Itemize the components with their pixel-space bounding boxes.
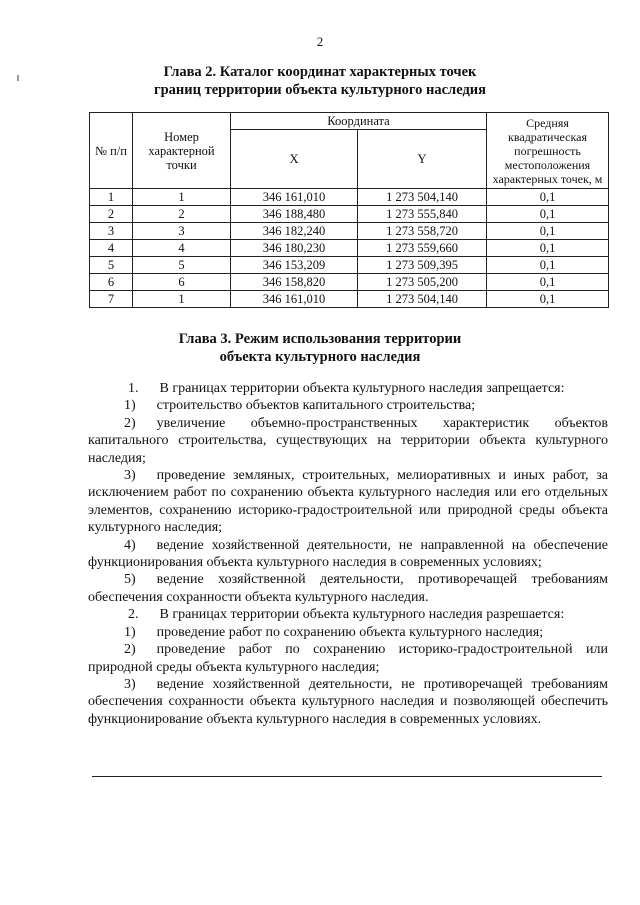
cell-error: 0,1 (487, 257, 609, 274)
table-row (90, 274, 609, 291)
paragraph-item: 1) проведение работ по сохранению объекта культурного наследия; (124, 624, 544, 640)
regime-text (88, 380, 608, 728)
cell-point: 1 (133, 189, 231, 206)
cell-error: 0,1 (487, 206, 609, 223)
cell-num: 2 (90, 206, 133, 223)
cell-point: 4 (133, 240, 231, 257)
footer-rule (92, 776, 602, 777)
cell-x: 346 161,010 (231, 189, 358, 206)
header-point: Номер характерной точки (133, 113, 231, 189)
paragraph-item: 1) строительство объектов капитального строительства; (124, 398, 476, 414)
cell-error: 0,1 (487, 189, 609, 206)
header-y: Y (358, 130, 487, 189)
paragraph-prohibited-intro: 1. В границах территории объекта культурного наследия запрещается: (128, 381, 565, 396)
cell-point: 1 (133, 291, 231, 308)
table-row (90, 240, 609, 257)
chapter-3-title-line-2: объекта культурного наследия (219, 349, 421, 365)
cell-x: 346 182,240 (231, 223, 358, 240)
cell-num: 7 (90, 291, 133, 308)
paragraph-item: 3) ведение хозяйственной деятельности, не противоречащей требованиям обеспечения сохранности объекта культурного наследия и позволяющей обеспечить функционирование объекта культурного наследия в современных условиях. (88, 676, 608, 727)
chapter-2-title (0, 63, 640, 99)
cell-y: 1 273 559,660 (358, 240, 487, 257)
chapter-2-title-line-2: границ территории объекта культурного наследия (154, 82, 486, 98)
cell-num: 3 (90, 223, 133, 240)
cell-point: 5 (133, 257, 231, 274)
cell-error: 0,1 (487, 291, 609, 308)
cell-y: 1 273 504,140 (358, 189, 487, 206)
cell-y: 1 273 505,200 (358, 274, 487, 291)
table-row (90, 291, 609, 308)
cell-point: 6 (133, 274, 231, 291)
table-row (90, 257, 609, 274)
paragraph-item: 4) ведение хозяйственной деятельности, не направленной на обеспечение функционирования объекта культурного наследия в современных условиях; (88, 537, 608, 571)
cell-x: 346 153,209 (231, 257, 358, 274)
page-number: 2 (316, 34, 324, 49)
cell-point: 3 (133, 223, 231, 240)
cell-point: 2 (133, 206, 231, 223)
header-x: X (231, 130, 358, 189)
cell-y: 1 273 558,720 (358, 223, 487, 240)
table-row (90, 189, 609, 206)
cell-x: 346 188,480 (231, 206, 358, 223)
cell-x: 346 158,820 (231, 274, 358, 291)
table-row (90, 223, 609, 240)
chapter-3-title-line-1: Глава 3. Режим использования территории (178, 331, 462, 347)
cell-x: 346 180,230 (231, 240, 358, 257)
cell-error: 0,1 (487, 240, 609, 257)
cell-x: 346 161,010 (231, 291, 358, 308)
cell-num: 4 (90, 240, 133, 257)
cell-y: 1 273 555,840 (358, 206, 487, 223)
chapter-3-title (0, 330, 640, 366)
chapter-2-title-line-1: Глава 2. Каталог координат характерных точек (163, 64, 477, 80)
header-num: № п/п (90, 113, 133, 189)
paragraph-allowed-intro: 2. В границах территории объекта культурного наследия разрешается: (128, 607, 565, 623)
cell-num: 5 (90, 257, 133, 274)
cell-y: 1 273 509,395 (358, 257, 487, 274)
paragraph-item: 2) проведение работ по сохранению историко-градостроительной или природной среды объекта культурного наследия; (88, 642, 608, 675)
cell-y: 1 273 504,140 (358, 291, 487, 308)
cell-error: 0,1 (487, 274, 609, 291)
cell-error: 0,1 (487, 223, 609, 240)
cell-num: 1 (90, 189, 133, 206)
paragraph-item: 2) увеличение объемно-пространственных характеристик объектов капитального строительства, существующих на территории объекта культурного наследия; (88, 415, 608, 466)
paragraph-item: 3) проведение земляных, строительных, мелиоративных и иных работ, за исключением работ по сохранению объекта культурного наследия или его отдельных элементов, сохранению историко-градостроительной или природной среды объекта культурного наследия; (88, 468, 608, 536)
coordinates-table (89, 112, 609, 308)
cell-num: 6 (90, 274, 133, 291)
header-error: Средняя квадратическая погрешность местоположения характерных точек, м (487, 113, 609, 189)
header-coordinate: Координата (231, 113, 487, 130)
paragraph-item: 5) ведение хозяйственной деятельности, противоречащей требованиям обеспечения сохранности объекта культурного наследия. (88, 572, 608, 605)
table-row (90, 206, 609, 223)
